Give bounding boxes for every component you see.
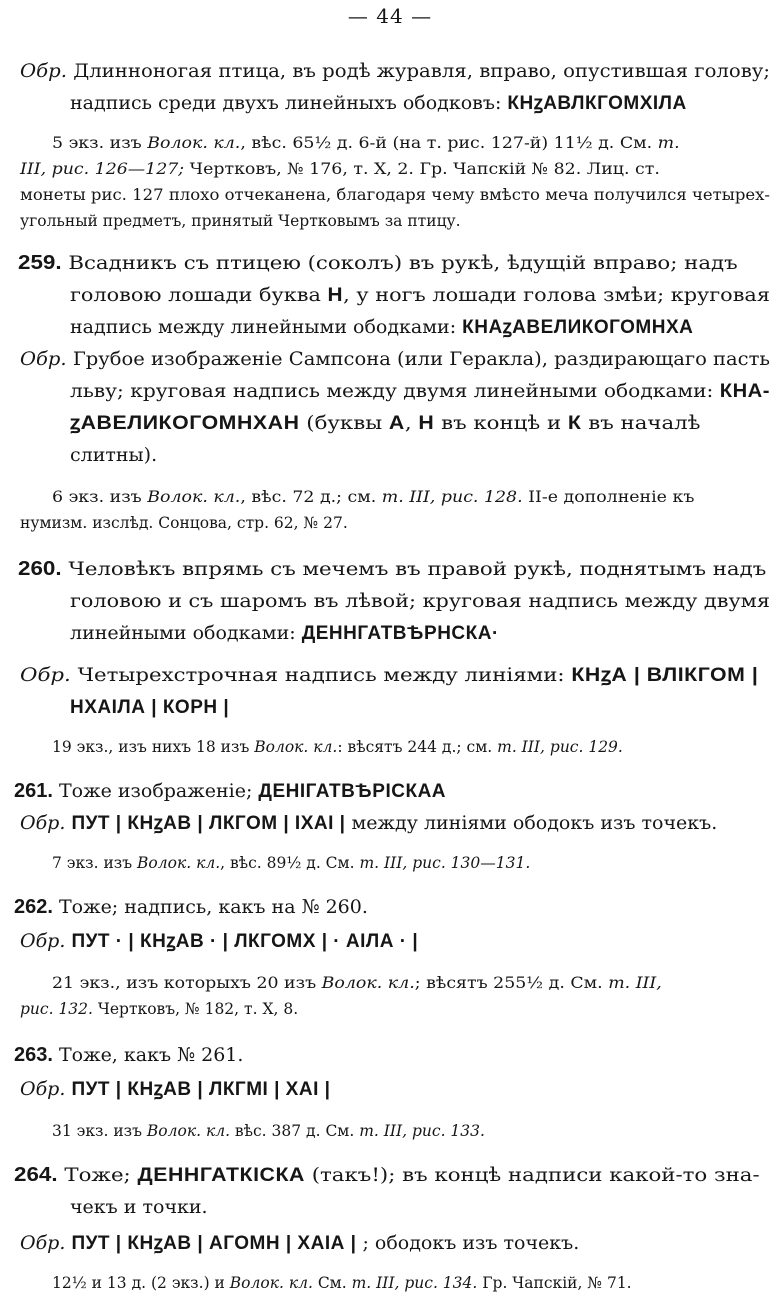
entry-number: 264. — [14, 1164, 58, 1186]
coin-legend: ДЕННГАТКІСКА — [137, 1165, 305, 1186]
entry-number: 259. — [18, 252, 62, 274]
italic-run: Волок. кл. — [147, 134, 241, 152]
text-run: 7 экз. изъ — [52, 854, 138, 872]
line-content — [70, 280, 770, 311]
text-line — [18, 248, 770, 278]
entry-number: 260. — [18, 558, 62, 580]
text-line — [52, 484, 770, 510]
text-line — [52, 1118, 712, 1144]
entry-number: 263. — [14, 1044, 53, 1066]
line-content — [70, 376, 770, 407]
italic-run: т. III, рис. 130—131. — [359, 854, 531, 872]
text-run: 12½ и 13 д. (2 экз.) и — [52, 1274, 230, 1292]
text-line — [20, 208, 540, 234]
text-run: (буквы — [299, 412, 389, 434]
line-content — [18, 554, 766, 584]
text-line — [70, 376, 770, 407]
line-content — [20, 1228, 579, 1259]
text-line — [52, 850, 752, 876]
line-content — [20, 344, 770, 374]
coin-legend: ПУТ | КНꙁАВ | ЛКГМІ | ХАІ | — [71, 1079, 331, 1100]
text-run: Гр. Чапскій, № 71. — [477, 1274, 632, 1292]
coin-legend: Н — [327, 285, 344, 306]
text-run: вѣс. 387 д. См. — [230, 1122, 360, 1140]
text-run: 21 экз., изъ которыхъ 20 изъ — [52, 974, 322, 992]
text-line — [70, 280, 770, 311]
text-run: Тоже; надпись, какъ на № 260. — [52, 896, 368, 918]
italic-run: рис. 132. — [20, 1000, 93, 1018]
text-line — [70, 88, 770, 119]
text-line — [70, 408, 770, 439]
text-line — [20, 1074, 540, 1105]
text-line — [20, 56, 770, 86]
line-content — [20, 510, 348, 536]
text-line — [14, 1160, 770, 1191]
text-run: (такъ!); въ концѣ надписи какой-то зна- — [304, 1164, 760, 1186]
line-content — [14, 1160, 760, 1191]
text-run: 19 экз., изъ нихъ 18 изъ — [52, 738, 255, 756]
text-line — [20, 1228, 760, 1259]
page-number: — 44 — — [347, 4, 433, 28]
text-line — [20, 156, 770, 182]
italic-run: Обр. — [20, 930, 66, 952]
italic-run: Обр. — [20, 1078, 66, 1100]
coin-legend: ПУТ | КНꙁАВ | АГОМН | ХАІА | — [71, 1233, 357, 1254]
italic-run: Волок. кл. — [254, 738, 338, 756]
line-content — [52, 1118, 485, 1144]
text-run: чекъ и точки. — [70, 1196, 208, 1218]
text-run: ; вѣсятъ 255½ д. См. — [414, 974, 609, 992]
line-content — [20, 182, 770, 208]
text-line — [70, 618, 550, 649]
line-content — [70, 312, 693, 343]
text-line — [52, 734, 770, 760]
italic-run: III, рис. 126—127; — [20, 160, 185, 178]
text-run: Четырехстрочная надпись между линіями: — [70, 664, 572, 686]
text-run: слитны). — [70, 444, 158, 466]
text-line — [70, 1192, 370, 1222]
text-run: надпись среди двухъ линейныхъ ободковъ: — [70, 92, 508, 114]
text-run: , вѣс. 72 д.; см. — [240, 488, 382, 506]
text-line — [52, 130, 770, 156]
line-content — [20, 1074, 330, 1105]
text-run: Чертковъ, № 182, т. X, 8. — [92, 1000, 299, 1018]
line-content — [52, 970, 662, 996]
line-content — [52, 484, 694, 510]
coin-legend: ДЕНІГАТВѢРІСКАА — [258, 781, 447, 802]
text-line — [70, 586, 770, 616]
text-run: , у ногъ лошади голова змѣи; круговая — [343, 284, 770, 306]
text-line — [14, 776, 574, 807]
text-run: въ концѣ и — [434, 412, 568, 434]
text-run: 31 экз. изъ — [52, 1122, 147, 1140]
text-run: : вѣсятъ 244 д.; см. — [337, 738, 498, 756]
text-run: Человѣкъ впрямь съ мечемъ въ правой рукѣ, поднятымъ надъ — [61, 558, 767, 580]
text-line — [52, 1270, 770, 1296]
entry-number: 262. — [14, 896, 53, 918]
text-run: , вѣс. 65½ д. 6-й (на т. рис. 127-й) 11½ д. См. — [240, 134, 658, 152]
text-line — [52, 970, 770, 996]
coin-legend: КНꙁА | ВЛІКГОМ | — [571, 665, 759, 686]
line-content — [20, 660, 758, 691]
text-run: ; ободокъ изъ точекъ. — [356, 1232, 580, 1254]
italic-run: Волок. кл. — [137, 854, 221, 872]
italic-run: Обр. — [20, 348, 67, 370]
line-content — [20, 926, 418, 957]
line-content — [20, 208, 461, 234]
text-run: 6 экз. изъ — [52, 488, 148, 506]
line-content — [52, 130, 680, 156]
text-line — [70, 312, 770, 343]
text-run: Тоже; — [57, 1164, 138, 1186]
line-content — [14, 1040, 243, 1070]
italic-run: Волок. кл. — [321, 974, 415, 992]
text-run: между линіями ободокъ изъ точекъ. — [345, 812, 718, 834]
text-run: Длинноногая птица, въ родѣ журавля, вправо, опустившая голову; — [66, 60, 771, 82]
italic-run: Обр. — [20, 664, 71, 686]
text-line — [20, 926, 540, 957]
line-content — [14, 892, 368, 922]
text-run: монеты рис. 127 плохо отчеканена, благодаря чему вмѣсто меча получился четырех- — [20, 186, 770, 204]
line-content — [70, 618, 499, 649]
italic-run: т. III, — [608, 974, 662, 992]
coin-legend: КНꙁАВЛКГОМХІЛА — [507, 93, 687, 114]
coin-legend: Н — [418, 413, 435, 434]
text-run: головою и съ шаромъ въ лѣвой; круговая надпись между двумя — [70, 590, 770, 612]
coin-legend: А — [388, 413, 405, 434]
italic-run: Обр. — [20, 60, 67, 82]
line-content — [52, 1270, 632, 1296]
text-line — [14, 892, 574, 922]
italic-run: т. III, рис. 129. — [497, 738, 623, 756]
text-run: 5 экз. изъ — [52, 134, 148, 152]
coin-legend: ꙁАВЕЛИКОГОМНХАН — [70, 413, 300, 434]
text-run: линейными ободками: — [70, 622, 302, 644]
text-run: головою лошади буква — [70, 284, 328, 306]
coin-legend: ДЕННГАТВѢРНСКА· — [301, 623, 499, 644]
text-line — [70, 692, 370, 723]
text-run: въ началѣ — [581, 412, 701, 434]
text-line — [20, 996, 540, 1022]
text-run: См. — [312, 1274, 352, 1292]
text-run: Всадникъ съ птицею (соколъ) въ рукѣ, ѣдущій вправо; надъ — [61, 252, 738, 274]
line-content — [70, 440, 157, 470]
italic-run: Волок. кл. — [229, 1274, 313, 1292]
text-line — [20, 182, 770, 208]
line-content — [70, 1192, 208, 1222]
italic-run: Обр. — [20, 812, 66, 834]
text-run: угольный предметъ, принятый Чертковымъ за птицу. — [20, 212, 461, 230]
line-content — [52, 850, 530, 876]
coin-legend: К — [567, 413, 582, 434]
line-content — [20, 808, 717, 839]
text-line — [20, 808, 770, 839]
text-run: Чертковъ, № 176, т. X, 2. Гр. Чапскій № 82. Лиц. ст. — [184, 160, 660, 178]
text-run: льву; круговая надпись между двумя линейными ободками: — [70, 380, 720, 402]
line-content — [70, 586, 770, 616]
coin-legend: ПУТ · | КНꙁАВ · | ЛКГОМХ | · АІЛА · | — [71, 931, 419, 952]
text-run: II-е дополненіе къ — [522, 488, 695, 506]
line-content — [20, 156, 660, 182]
italic-run: т. III, рис. 133. — [359, 1122, 485, 1140]
entry-number: 261. — [14, 780, 53, 802]
text-run: Грубое изображеніе Сампсона (или Геракла), раздирающаго пасть — [66, 348, 771, 370]
line-content — [18, 248, 738, 278]
text-run: нумизм. изслѣд. Сонцова, стр. 62, № 27. — [20, 514, 348, 532]
italic-run: Волок. кл. — [146, 1122, 230, 1140]
text-run: , — [404, 412, 419, 434]
line-content — [14, 776, 446, 807]
italic-run: Волок. кл. — [147, 488, 241, 506]
text-line — [20, 344, 770, 374]
text-line — [20, 660, 770, 691]
line-content — [70, 408, 701, 439]
italic-run: т. III, рис. 134. — [351, 1274, 478, 1292]
line-content — [20, 56, 770, 86]
text-run: Тоже, какъ № 261. — [52, 1044, 244, 1066]
text-line — [14, 1040, 574, 1070]
line-content — [70, 692, 229, 723]
text-run: , вѣс. 89½ д. См. — [220, 854, 360, 872]
line-content — [20, 996, 298, 1022]
italic-run: т. III, рис. 128. — [381, 488, 523, 506]
italic-run: т. — [657, 134, 680, 152]
text-line — [20, 510, 540, 536]
coin-legend: ПУТ | КНꙁАВ | ЛКГОМ | ІХАІ | — [71, 813, 346, 834]
italic-run: Обр. — [20, 1232, 66, 1254]
text-line — [18, 554, 770, 584]
coin-legend: КНА- — [719, 381, 771, 402]
text-run: надпись между линейными ободками: — [70, 316, 463, 338]
coin-legend: НХАІЛА | КОРН | — [70, 697, 230, 718]
coin-legend: КНАꙁАВЕЛИКОГОМНХА — [462, 317, 694, 338]
text-run: Тоже изображеніе; — [52, 780, 259, 802]
line-content — [70, 88, 687, 119]
text-line — [70, 440, 270, 470]
line-content — [52, 734, 623, 760]
